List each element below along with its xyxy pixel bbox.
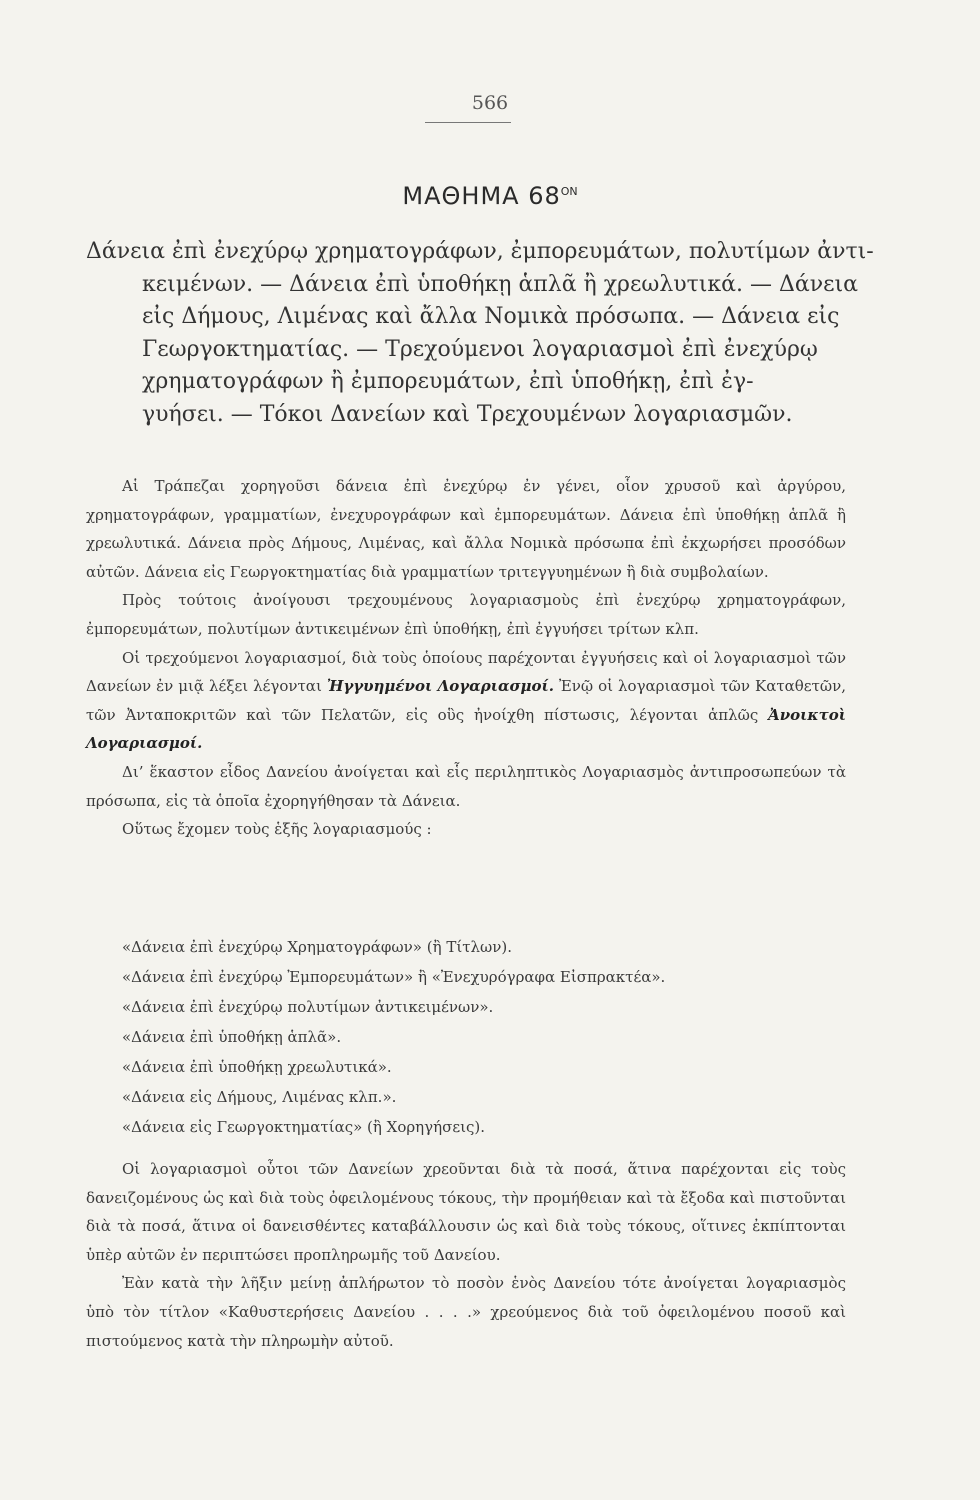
summary-line: εἰς Δήμους, Λιμένας καὶ ἄλλα Νομικὰ πρόσωπα. — Δάνεια εἰς [142, 304, 840, 329]
page-number-rule [425, 122, 511, 123]
term-open-accounts: Ἀνοικτοὶ Λογαριασμοί. [86, 705, 846, 753]
body-text [86, 472, 846, 844]
lesson-title-suffix: ΟΝ [560, 185, 578, 198]
summary-line: κειμένων. — Δάνεια ἐπὶ ὑποθήκῃ ἁπλᾶ ἢ χρεωλυτικά. — Δάνεια [142, 271, 859, 297]
lesson-title [0, 182, 980, 210]
list-item: «Δάνεια ἐπὶ ἐνεχύρῳ πολυτίμων ἀντικειμένων». [122, 998, 494, 1016]
paragraph: Πρὸς τούτοις ἀνοίγουσι τρεχουμένους λογαριασμοὺς ἐπὶ ἐνεχύρῳ χρηματογράφων, ἐμπορευμάτων, πολυτίμων ἀντικειμένων ἐπὶ ὑποθήκῃ, ἐπὶ ἐγγυήσει τρίτων κλπ. [86, 591, 846, 638]
list-item: «Δάνεια ἐπὶ ἐνεχύρῳ Ἐμπορευμάτων» ἢ «Ἐνεχυρόγραφα Εἰσπρακτέα». [122, 968, 666, 986]
list-item: «Δάνεια εἰς Δήμους, Λιμένας κλπ.». [122, 1088, 397, 1106]
paragraph: Οἱ λογαριασμοὶ οὗτοι τῶν Δανείων χρεοῦνται διὰ τὰ ποσά, ἅτινα παρέχονται εἰς τοὺς δανειζομένους ὡς καὶ διὰ τοὺς ὀφειλομένους τόκους, τὴν προμήθειαν καὶ τὰ ἔξοδα καὶ πιστοῦνται διὰ τὰ ποσά, ἅτινα οἱ δανεισθέντες καταβάλλουσιν ὡς καὶ διὰ τοὺς τόκους, οἵτινες ἐκπίπτονται ὑπὲρ αὐτῶν ἐν περιπτώσει προπληρωμῆς τοῦ Δανείου. [86, 1160, 846, 1264]
paragraph: Αἱ Τράπεζαι χορηγοῦσι δάνεια ἐπὶ ἐνεχύρῳ ἐν γένει, οἷον χρυσοῦ καὶ ἀργύρου, χρηματογράφων, γραμματίων, ἐνεχυρογράφων καὶ ἐμπορευμάτων. Δάνεια ἐπὶ ὑποθήκῃ ἁπλᾶ ἢ χρεωλυτικά. Δάνεια πρὸς Δήμους, Λιμένας, καὶ ἄλλα Νομικὰ πρόσωπα ἐπὶ ἐκχωρήσει προσόδων αὐτῶν. Δάνεια εἰς Γεωργοκτηματίας διὰ γραμματίων τριτεγγυημένων ἢ διὰ συμβολαίων. [86, 477, 846, 581]
paragraph: Ἐὰν κατὰ τὴν λῆξιν μείνῃ ἀπλήρωτον τὸ ποσὸν ἑνὸς Δανείου τότε ἀνοίγεται λογαριασμὸς ὑπὸ τὸν τίτλον «Καθυστερήσεις Δανείου . . . .» χρεούμενος διὰ τοῦ ὀφειλομένου ποσοῦ καὶ πιστούμενος κατὰ τὴν πληρωμὴν αὐτοῦ. [86, 1274, 846, 1350]
summary-line: χρηματογράφων ἢ ἐμπορευμάτων, ἐπὶ ὑποθήκῃ, ἐπὶ ἐγ- [142, 369, 754, 394]
closing-text [86, 1155, 846, 1355]
lesson-summary [86, 236, 874, 431]
lesson-title-text: ΜΑΘΗΜΑ 68 [402, 182, 561, 210]
paragraph-guaranteed-accounts [86, 644, 846, 758]
summary-line: Γεωργοκτηματίας. — Τρεχούμενοι λογαριασμοὶ ἐπὶ ἐνεχύρῳ [142, 336, 818, 362]
accounts-list [122, 932, 862, 1142]
paragraph: Δι’ ἕκαστον εἶδος Δανείου ἀνοίγεται καὶ εἷς περιληπτικὸς Λογαριασμὸς ἀντιπροσωπεύων τὰ πρόσωπα, εἰς τὰ ὁποῖα ἐχορηγήθησαν τὰ Δάνεια. [86, 762, 846, 810]
list-item: «Δάνεια ἐπὶ ὑποθήκῃ ἁπλᾶ». [122, 1028, 342, 1046]
list-item: «Δάνεια ἐπὶ ὑποθήκῃ χρεωλυτικά». [122, 1058, 392, 1076]
paragraph-text: Οἱ τρεχούμενοι λογαριασμοί, διὰ τοὺς ὁποίους παρέχονται ἐγγυήσεις καὶ οἱ λογαριασμοὶ τῶν Δανείων ἐν μιᾷ λέξει λέγονται [86, 648, 846, 696]
summary-line: Δάνεια ἐπὶ ἐνεχύρῳ χρηματογράφων, ἐμπορευμάτων, πολυτίμων ἀντι- [86, 239, 874, 264]
page-number: 566 [471, 92, 509, 114]
paragraph: Οὕτως ἔχομεν τοὺς ἑξῆς λογαριασμούς : [122, 820, 432, 839]
summary-line: γυήσει. — Τόκοι Δανείων καὶ Τρεχουμένων λογαριασμῶν. [142, 401, 793, 427]
term-guaranteed-accounts: Ἠγγυημένοι Λογαριασμοί. [326, 677, 555, 696]
list-item: «Δάνεια εἰς Γεωργοκτηματίας» (ἢ Χορηγήσεις). [122, 1118, 486, 1136]
paragraph-text: Ἐνῷ οἱ λογαριασμοὶ τῶν Καταθετῶν, τῶν Ἀνταποκριτῶν καὶ τῶν Πελατῶν, εἰς οὓς ἠνοίχθη πίστωσις, λέγονται ἁπλῶς [86, 677, 846, 724]
list-item: «Δάνεια ἐπὶ ἐνεχύρῳ Χρηματογράφων» (ἢ Τίτλων). [122, 938, 512, 956]
